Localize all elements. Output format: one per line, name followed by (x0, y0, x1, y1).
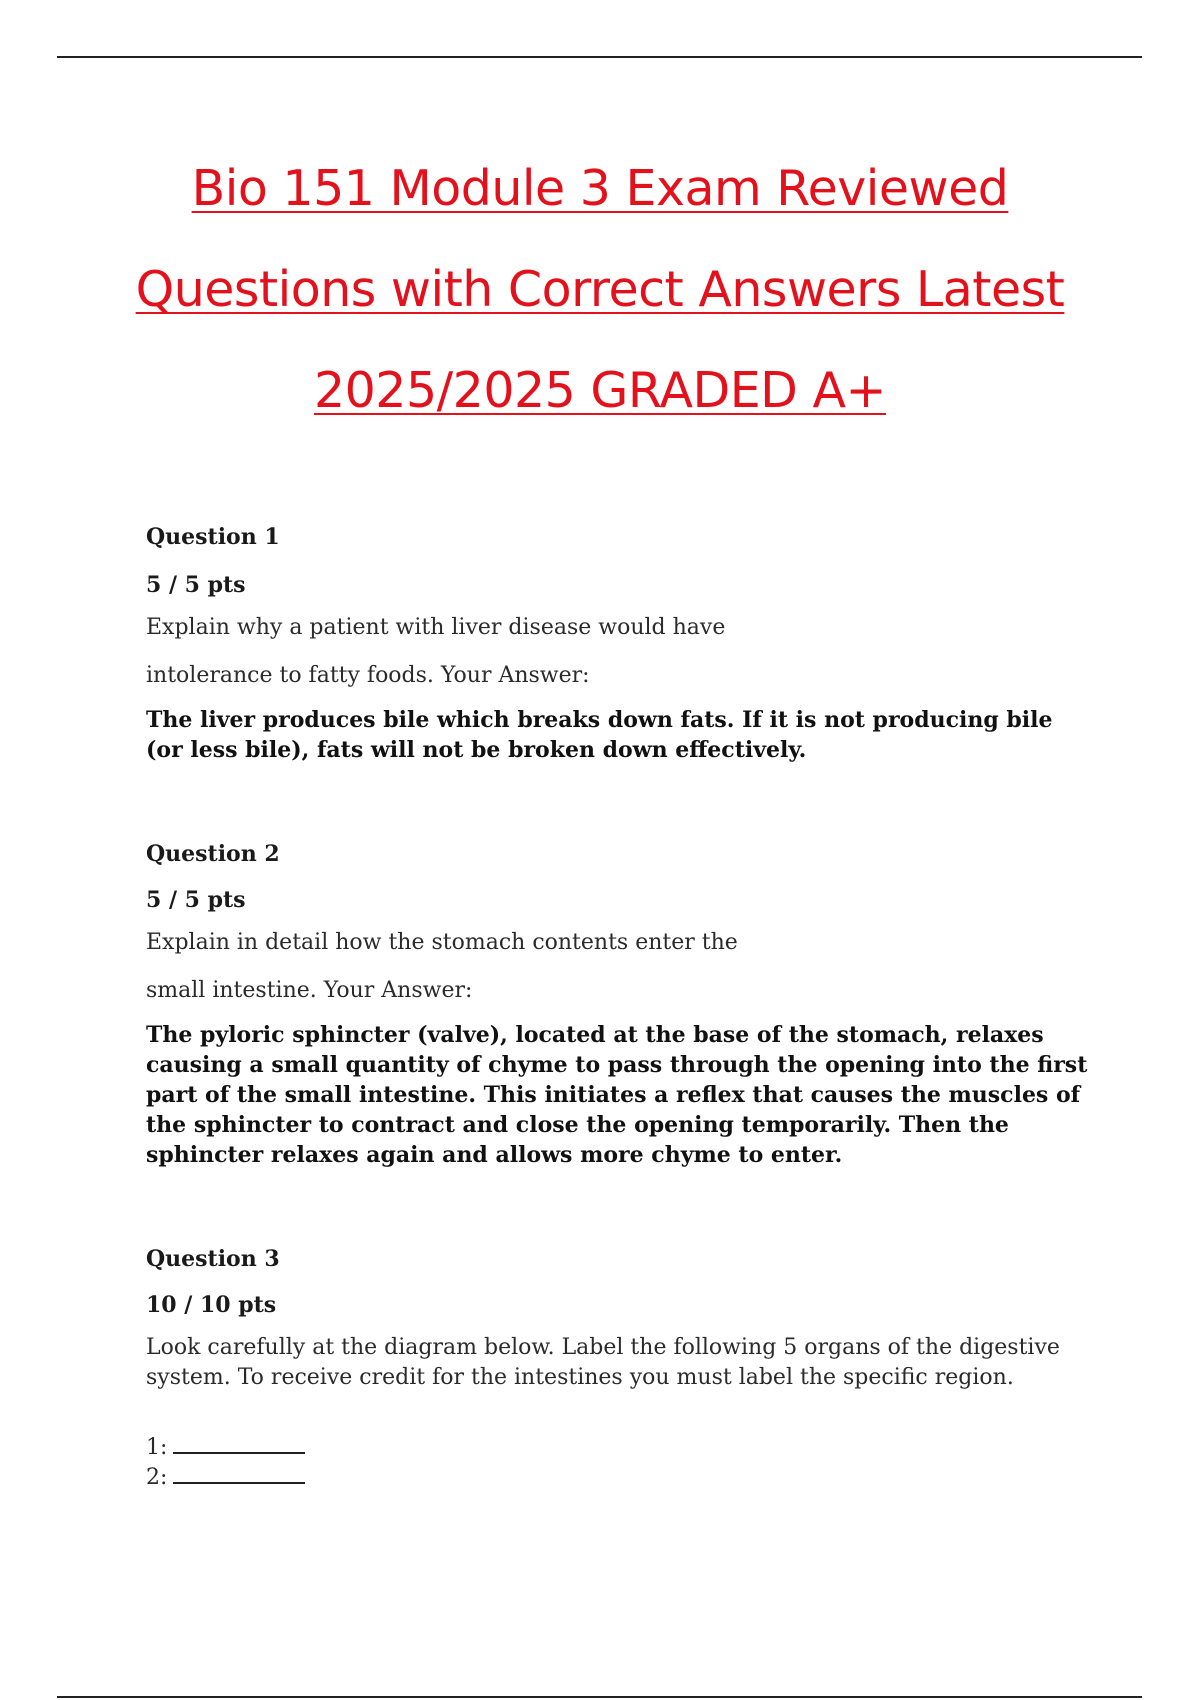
question-prompt: Explain why a patient with liver disease would have (146, 615, 726, 640)
bottom-rule (57, 1696, 1142, 1698)
label-row (146, 1433, 1096, 1463)
question-2 (146, 840, 1096, 1170)
question-heading: Question 2 (146, 841, 280, 867)
label-number: 2: (146, 1465, 168, 1490)
title-line-1: Bio 151 Module 3 Exam Reviewed (191, 160, 1009, 217)
question-answer: The liver produces bile which breaks down fats. If it is not producing bile (or less bile), fats will not be broken down effectively. (146, 707, 1053, 763)
label-row (146, 1463, 1096, 1493)
question-prompt: Look carefully at the diagram below. Label the following 5 organs of the digestive system. To receive credit for the intestines you must label the specific region. (146, 1335, 1060, 1390)
document-title (100, 138, 1100, 441)
question-points: 5 / 5 pts (146, 572, 246, 598)
question-heading: Question 1 (146, 524, 280, 550)
question-prompt: Explain in detail how the stomach contents enter the (146, 930, 738, 955)
question-1 (146, 523, 1096, 765)
title-line-2: Questions with Correct Answers Latest (135, 261, 1065, 318)
question-points: 10 / 10 pts (146, 1292, 277, 1318)
question-3 (146, 1245, 1096, 1493)
title-line-3: 2025/2025 GRADED A+ (313, 362, 887, 419)
label-blank-1[interactable] (173, 1434, 305, 1454)
question-prompt: small intestine. Your Answer: (146, 978, 473, 1003)
question-heading: Question 3 (146, 1246, 280, 1272)
label-list (146, 1433, 1096, 1493)
top-rule (57, 56, 1142, 58)
question-points: 5 / 5 pts (146, 887, 246, 913)
question-prompt: intolerance to fatty foods. Your Answer: (146, 663, 590, 688)
label-blank-2[interactable] (173, 1464, 305, 1484)
question-answer: The pyloric sphincter (valve), located at the base of the stomach, relaxes causing a small quantity of chyme to pass through the opening into the first part of the small intestine. This initiates a reflex that causes the muscles of the sphincter to contract and close the opening temporarily. Then the sphincter relaxes again and allows more chyme to enter. (146, 1022, 1088, 1168)
label-number: 1: (146, 1435, 168, 1460)
